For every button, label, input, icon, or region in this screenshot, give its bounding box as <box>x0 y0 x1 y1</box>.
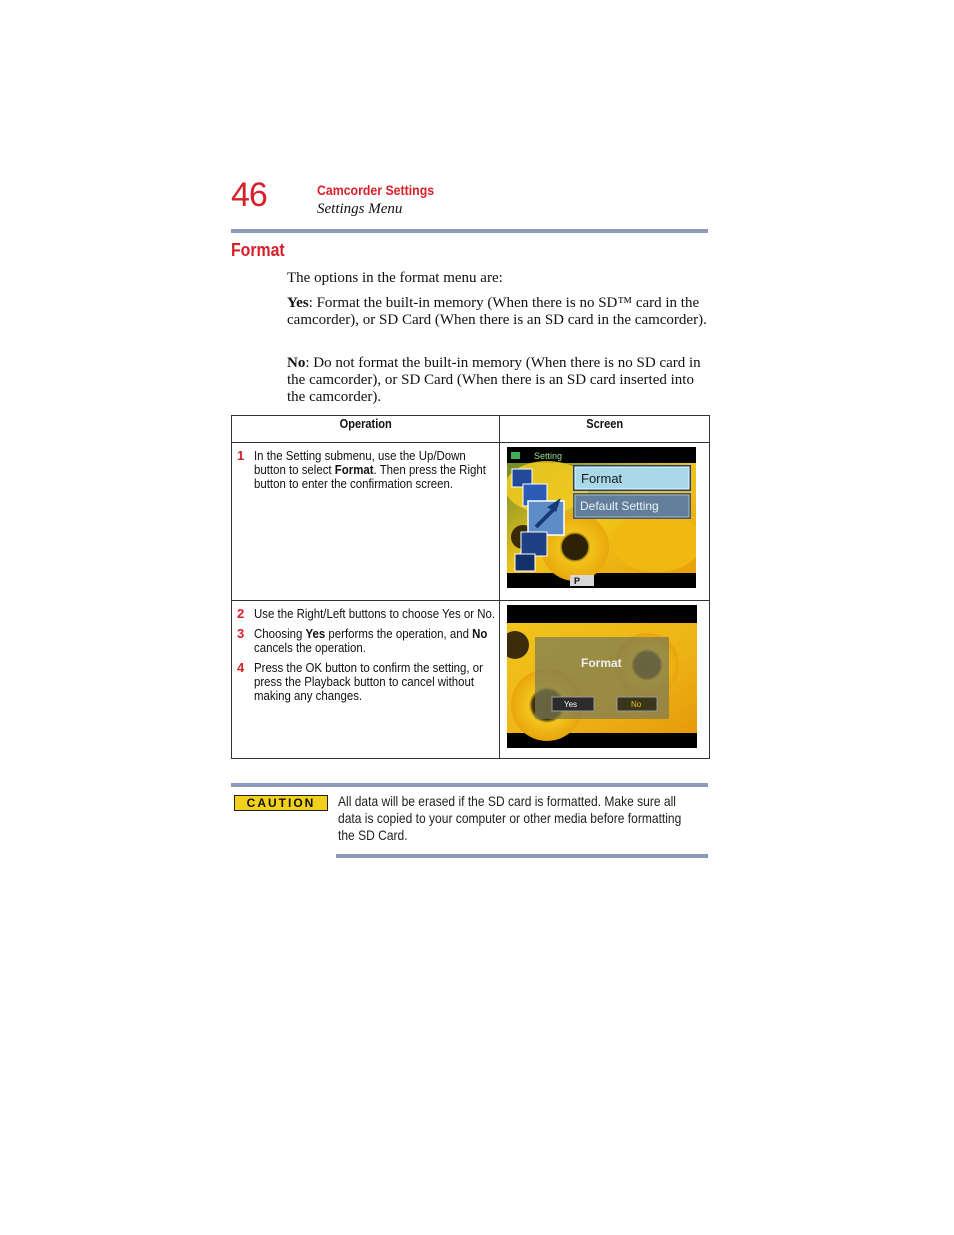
page-number: 46 <box>231 176 267 214</box>
setting-header-icon <box>511 452 520 459</box>
option-yes-term: Yes <box>287 295 309 311</box>
chapter-title: Camcorder Settings <box>317 182 435 198</box>
default-setting-label: Default Setting <box>579 499 659 513</box>
step-cell-1 <box>232 443 500 601</box>
svg-text:Yes: Yes <box>563 700 577 709</box>
setting-screen-title: Setting <box>533 451 562 461</box>
svg-text:P: P <box>573 576 580 586</box>
caution-text: All data will be erased if the SD card is formatted. Make sure all data is copied to your computer or other media before formatting the SD Card. <box>338 793 682 843</box>
screen-cell-1 <box>499 443 709 601</box>
section-title: Settings Menu <box>317 201 403 217</box>
pen-icon <box>521 532 547 556</box>
screen-cell-2 <box>499 601 709 759</box>
svg-text:No: No <box>630 700 641 709</box>
format-screen-art <box>507 605 697 748</box>
night-icon <box>515 554 535 571</box>
format-dialog-title: Format <box>580 656 622 670</box>
step-3: 3 Choosing Yes performs the operation, and No cancels the operation. <box>232 627 499 655</box>
section-heading: Format <box>231 240 285 260</box>
step-number: 3 <box>237 626 245 641</box>
camcorder-format-screen <box>507 605 697 748</box>
setting-screen-art <box>507 447 696 588</box>
column-header-screen: Screen <box>499 416 709 443</box>
step-2: 2 Use the Right/Left buttons to choose Yes or No. <box>232 607 499 621</box>
camcorder-setting-screen <box>507 447 696 588</box>
caution-badge: CAUTION <box>234 795 328 811</box>
caution-top-rule <box>231 783 708 787</box>
operations-table <box>231 415 710 759</box>
option-no-text: : Do not format the built-in memory (When there is no SD card in the camcorder), or SD Card (When there is an SD card inserted into the camcorder). <box>287 355 701 405</box>
step-number: 4 <box>237 660 245 675</box>
format-menu-label: Format <box>580 471 622 486</box>
option-no-term: No <box>287 355 306 371</box>
step-1: 1 In the Setting submenu, use the Up/Down button to select Format. Then press the Right button to enter the confirmation screen. <box>232 449 499 491</box>
intro-paragraph: The options in the format menu are: <box>287 270 503 286</box>
step-4: 4 Press the OK button to confirm the setting, or press the Playback button to cancel without making any changes. <box>232 661 499 703</box>
caution-bottom-rule <box>336 854 708 858</box>
option-yes <box>287 295 707 329</box>
option-no <box>287 355 707 406</box>
option-yes-text: : Format the built-in memory (When there is no SD™ card in the camcorder), or SD Card (When there is an SD card in the camcorder). <box>287 295 707 328</box>
column-header-operation: Operation <box>232 416 500 443</box>
step-cell-2 <box>232 601 500 759</box>
step-number: 2 <box>237 606 245 621</box>
step-number: 1 <box>237 448 245 463</box>
header-rule <box>231 229 708 233</box>
